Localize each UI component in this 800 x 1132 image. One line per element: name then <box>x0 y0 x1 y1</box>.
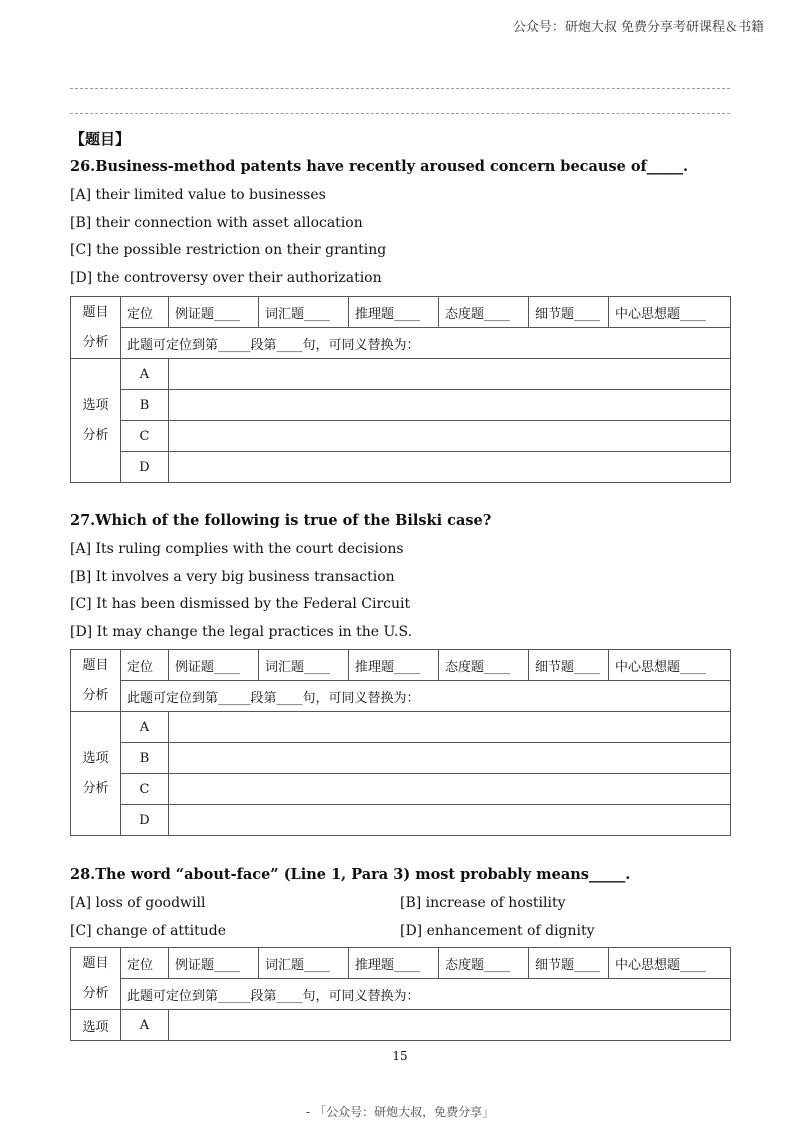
option-letter: B <box>121 743 169 774</box>
type-example[interactable]: 例证题____ <box>169 650 259 681</box>
locate-sentence[interactable]: 此题可定位到第_____段第____句，可同义替换为： <box>121 681 731 712</box>
type-inference[interactable]: 推理题____ <box>349 650 439 681</box>
option-letter: A <box>121 712 169 743</box>
option-c: [C] It has been dismissed by the Federal Circuit <box>70 596 411 612</box>
section-label: 【题目】 <box>70 130 131 148</box>
option-analysis-field[interactable] <box>169 359 731 390</box>
options-label-cell <box>71 359 121 483</box>
analysis-label-bottom: 分析 <box>82 334 109 350</box>
question-title: 27.Which of the following is true of the Bilski case? <box>70 512 492 529</box>
footer-note: - 「公众号：研炮大叔，免费分享」 <box>305 1105 495 1119</box>
type-inference[interactable]: 推理题____ <box>349 948 439 979</box>
question-26 <box>70 157 730 295</box>
option-c: [C] change of attitude <box>70 922 227 939</box>
option-analysis-field[interactable] <box>169 1010 731 1041</box>
analysis-table-28 <box>70 947 730 1041</box>
type-main-idea[interactable]: 中心思想题____ <box>609 297 731 328</box>
header-note: 公众号：研炮大叔 免费分享考研课程＆书籍 <box>512 20 764 35</box>
type-main-idea[interactable]: 中心思想题____ <box>609 948 731 979</box>
type-detail[interactable]: 细节题____ <box>529 650 609 681</box>
type-example[interactable]: 例证题____ <box>169 948 259 979</box>
type-detail[interactable]: 细节题____ <box>529 297 609 328</box>
analysis-table-26 <box>70 296 730 483</box>
analysis-label-bottom: 分析 <box>82 985 109 1001</box>
type-main-idea[interactable]: 中心思想题____ <box>609 650 731 681</box>
option-letter: D <box>121 805 169 836</box>
option-c: [C] the possible restriction on their granting <box>70 242 387 258</box>
option-b: [B] increase of hostility <box>400 895 566 911</box>
option-letter: A <box>121 1010 169 1041</box>
type-attitude[interactable]: 态度题____ <box>439 297 529 328</box>
options-label-top: 选项 <box>82 750 109 766</box>
question-28 <box>70 865 730 948</box>
locate-label: 定位 <box>121 650 169 681</box>
type-vocabulary[interactable]: 词汇题____ <box>259 650 349 681</box>
option-analysis-field[interactable] <box>169 452 731 483</box>
type-detail[interactable]: 细节题____ <box>529 948 609 979</box>
options-label-cell <box>71 712 121 836</box>
option-a: [A] Its ruling complies with the court decisions <box>70 541 404 557</box>
option-analysis-field[interactable] <box>169 743 731 774</box>
analysis-label-top: 题目 <box>82 657 109 673</box>
type-vocabulary[interactable]: 词汇题____ <box>259 297 349 328</box>
dashed-divider-top <box>70 88 730 89</box>
option-d: [D] the controversy over their authorization <box>70 269 382 286</box>
question-title: 28.The word “about-face” (Line 1, Para 3) most probably means_____. <box>70 866 631 883</box>
option-b: [B] their connection with asset allocation <box>70 214 363 231</box>
option-analysis-field[interactable] <box>169 774 731 805</box>
type-inference[interactable]: 推理题____ <box>349 297 439 328</box>
option-d: [D] It may change the legal practices in the U.S. <box>70 623 413 640</box>
option-letter: D <box>121 452 169 483</box>
analysis-label-top: 题目 <box>82 955 109 971</box>
option-letter: C <box>121 774 169 805</box>
analysis-label-top: 题目 <box>82 304 109 320</box>
question-27 <box>70 511 730 649</box>
options-label-cell: 选项 <box>71 1010 121 1041</box>
type-attitude[interactable]: 态度题____ <box>439 948 529 979</box>
type-vocabulary[interactable]: 词汇题____ <box>259 948 349 979</box>
option-analysis-field[interactable] <box>169 421 731 452</box>
analysis-header-cell <box>71 297 121 359</box>
analysis-header-cell <box>71 948 121 1010</box>
analysis-header-cell <box>71 650 121 712</box>
dashed-divider-bottom <box>70 113 730 114</box>
options-label-bottom: 分析 <box>82 427 109 443</box>
analysis-label-bottom: 分析 <box>82 687 109 703</box>
analysis-table-27 <box>70 649 730 836</box>
type-attitude[interactable]: 态度题____ <box>439 650 529 681</box>
option-d: [D] enhancement of dignity <box>400 922 595 939</box>
options-label-bottom: 分析 <box>82 780 109 796</box>
type-example[interactable]: 例证题____ <box>169 297 259 328</box>
locate-sentence[interactable]: 此题可定位到第_____段第____句，可同义替换为： <box>121 328 731 359</box>
option-a: [A] their limited value to businesses <box>70 187 326 203</box>
option-letter: A <box>121 359 169 390</box>
option-analysis-field[interactable] <box>169 805 731 836</box>
locate-label: 定位 <box>121 297 169 328</box>
option-a: [A] loss of goodwill <box>70 895 206 911</box>
locate-sentence[interactable]: 此题可定位到第_____段第____句，可同义替换为： <box>121 979 731 1010</box>
option-analysis-field[interactable] <box>169 712 731 743</box>
options-label-top: 选项 <box>82 397 109 413</box>
page-number: 15 <box>392 1049 408 1063</box>
locate-label: 定位 <box>121 948 169 979</box>
option-analysis-field[interactable] <box>169 390 731 421</box>
option-letter: B <box>121 390 169 421</box>
option-letter: C <box>121 421 169 452</box>
question-title: 26.Business-method patents have recently aroused concern because of_____. <box>70 158 689 175</box>
option-b: [B] It involves a very big business transaction <box>70 568 395 585</box>
